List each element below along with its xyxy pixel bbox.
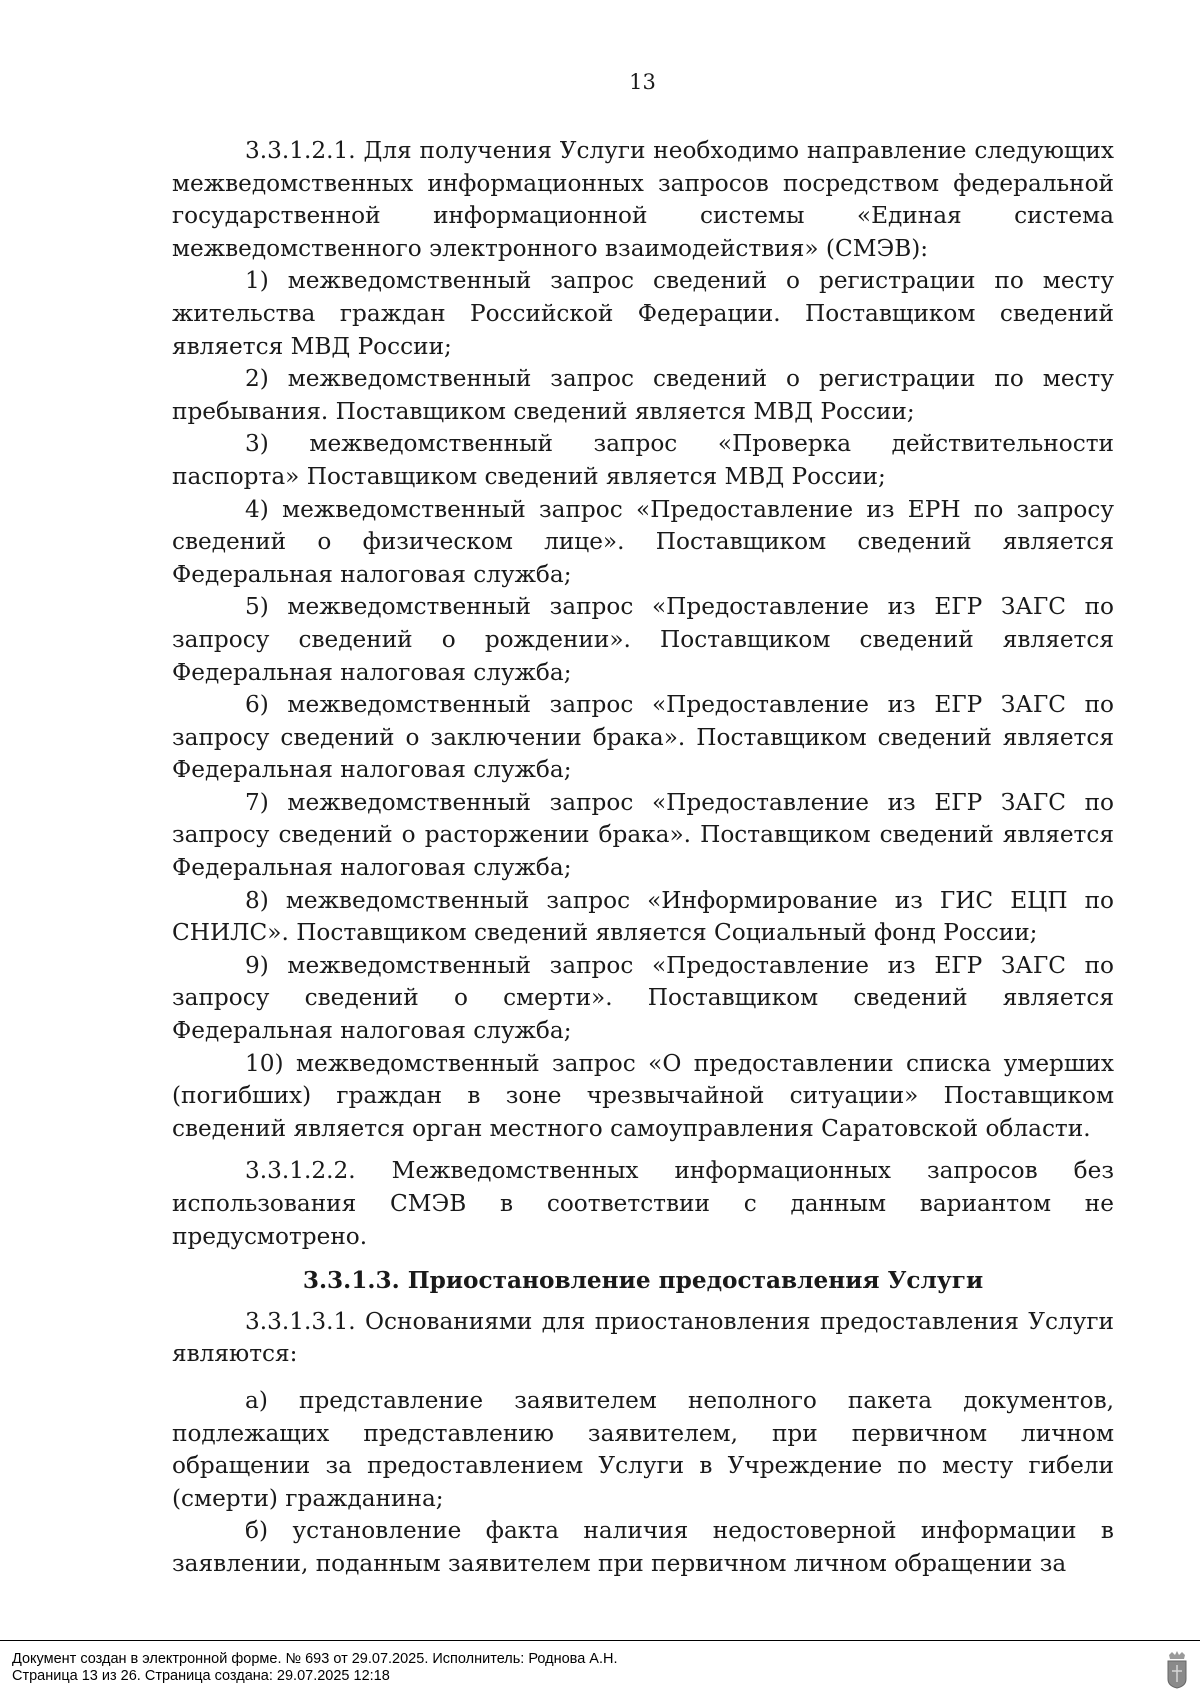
list-item-3: 3) межведомственный запрос «Проверка действительности паспорта» Поставщиком сведений является МВД России; [172,430,1114,490]
list-item-7: 7) межведомственный запрос «Предоставление из ЕГР ЗАГС по запросу сведений о расторжении брака». Поставщиком сведений является Федеральная налоговая служба; [172,788,1114,882]
coat-of-arms-icon [1166,1651,1188,1689]
list-item-b: б) установление факта наличия недостоверной информации в заявлении, поданным заявителем при первичном личном обращении за [172,1517,1114,1577]
list-item-4: 4) межведомственный запрос «Предоставление из ЕРН по запросу сведений о физическом лице». Поставщиком сведений является Федеральная налоговая служба; [172,495,1114,588]
page-number: 13 [629,70,656,94]
document-footer [0,1640,1200,1699]
section-heading: 3.3.1.3. Приостановление предоставления Услуги [302,1267,984,1295]
list-item-8: 8) межведомственный запрос «Информирование из ГИС ЕЦП по СНИЛС». Поставщиком сведений является Социальный фонд России; [172,886,1114,947]
document-body [172,135,1114,1581]
list-item-10: 10) межведомственный запрос «О предоставлении списка умерших (погибших) граждан в зоне чрезвычайной ситуации» Поставщиком сведений является орган местного самоуправления Саратовской области. [172,1049,1114,1142]
paragraph-3-3-1-2-2: 3.3.1.2.2. Межведомственных информационных запросов без использования СМЭВ в соответствии с данным вариантом не предусмотрено. [172,1157,1114,1250]
list-item-9: 9) межведомственный запрос «Предоставление из ЕГР ЗАГС по запросу сведений о смерти». Поставщиком сведений является Федеральная налоговая служба; [172,951,1114,1045]
list-item-2: 2) межведомственный запрос сведений о регистрации по месту пребывания. Поставщиком сведений является МВД России; [172,365,1114,425]
list-item-a: а) представление заявителем неполного пакета документов, подлежащих представлению заявителем, при первичном личном обращении за предоставлением Услуги в Учреждение по месту гибели (смерти) гражданина; [172,1386,1114,1512]
paragraph-3-3-1-2-1: 3.3.1.2.1. Для получения Услуги необходимо направление следующих межведомственных информационных запросов посредством федеральной государственной информационной системы «Единая система межведомственного электронного взаимодействия» (СМЭВ): [172,137,1114,262]
footer-document-info: Документ создан в электронной форме. № 693 от 29.07.2025. Исполнитель: Роднова А.Н. [12,1651,618,1667]
list-item-1: 1) межведомственный запрос сведений о регистрации по месту жительства граждан Российской Федерации. Поставщиком сведений является МВД России; [172,267,1114,360]
paragraph-3-3-1-3-1: 3.3.1.3.1. Основаниями для приостановления предоставления Услуги являются: [172,1307,1114,1368]
list-item-5: 5) межведомственный запрос «Предоставление из ЕГР ЗАГС по запросу сведений о рождении». Поставщиком сведений является Федеральная налоговая служба; [172,593,1114,686]
list-item-6: 6) межведомственный запрос «Предоставление из ЕГР ЗАГС по запросу сведений о заключении брака». Поставщиком сведений является Федеральная налоговая служба; [172,691,1114,784]
footer-page-info: Страница 13 из 26. Страница создана: 29.07.2025 12:18 [12,1668,390,1684]
